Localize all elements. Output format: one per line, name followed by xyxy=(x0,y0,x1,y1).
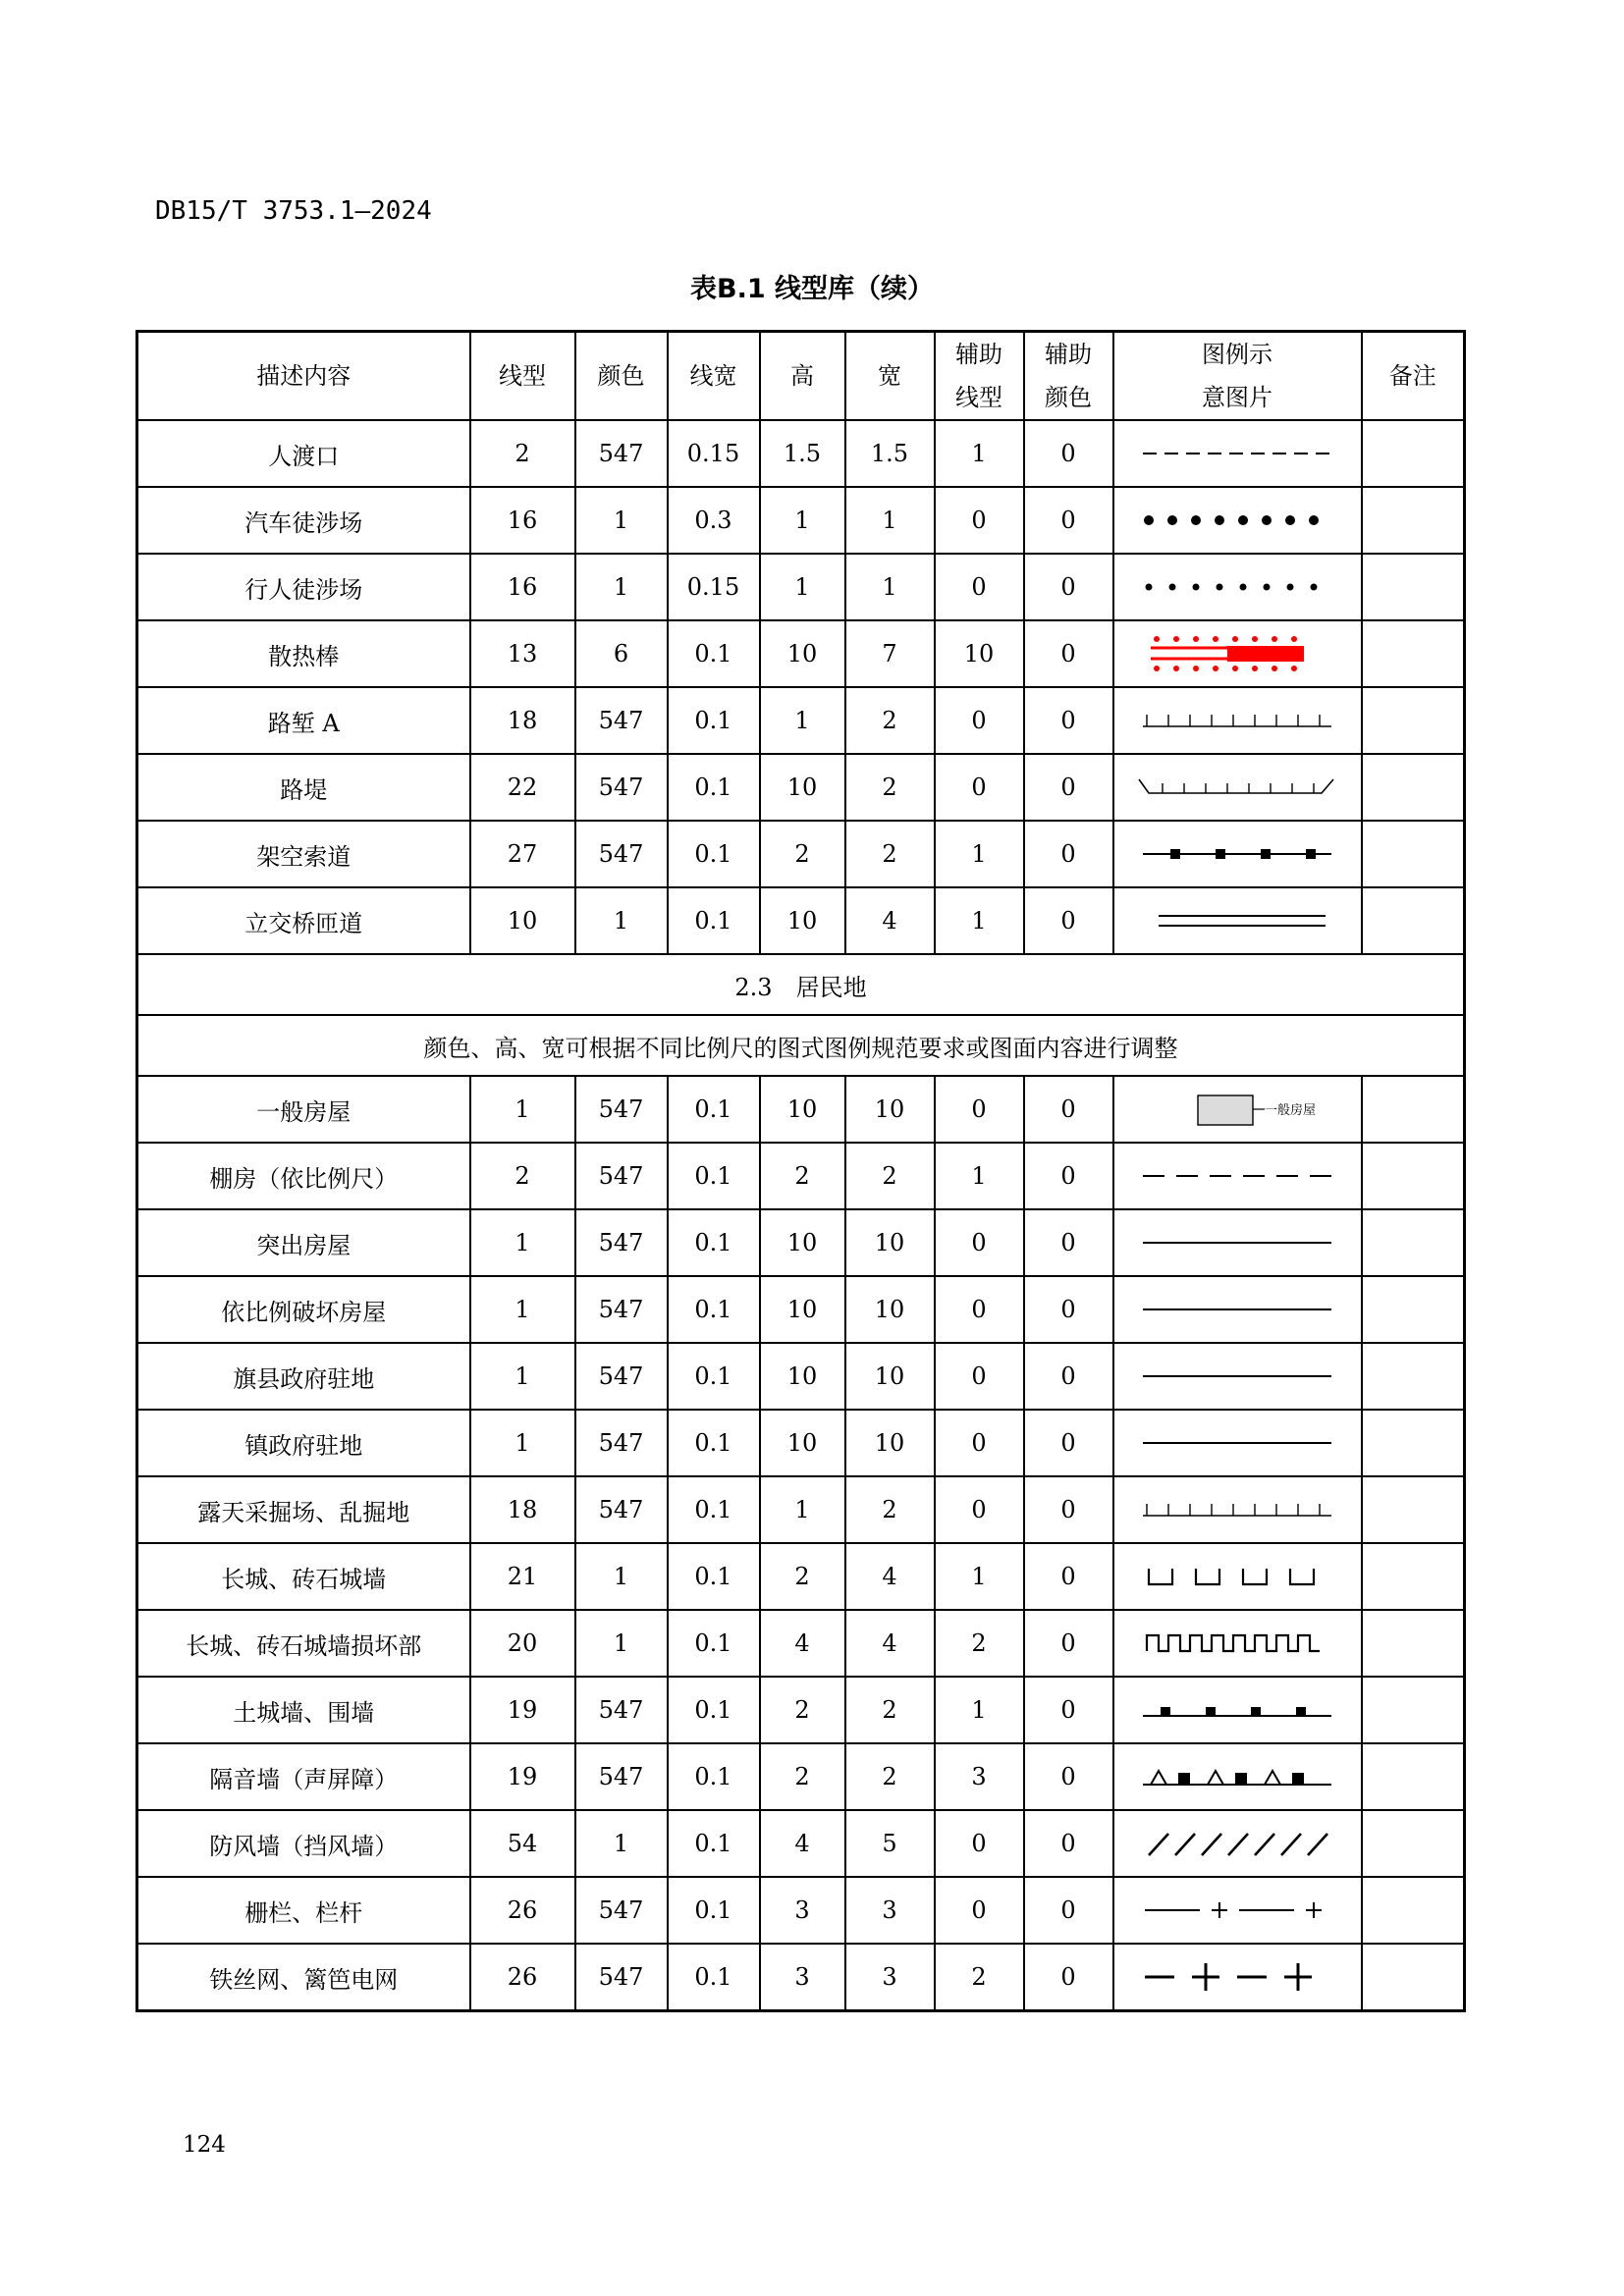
cell-height: 3 xyxy=(760,1877,845,1944)
cell-aux-linetype: 2 xyxy=(935,1610,1024,1677)
cell-width: 0.1 xyxy=(668,1343,760,1410)
table-row xyxy=(137,1810,1465,1877)
cell-height: 10 xyxy=(760,754,845,821)
cell-color: 547 xyxy=(575,1877,668,1944)
cell-width: 0.1 xyxy=(668,1076,760,1143)
cell-color: 547 xyxy=(575,1677,668,1743)
table-row xyxy=(137,420,1465,487)
cell-height: 10 xyxy=(760,620,845,687)
section-title: 2.3 居民地 xyxy=(137,954,1465,1015)
solid-line-icon xyxy=(1129,1355,1345,1398)
cell-legend xyxy=(1113,620,1362,687)
col-header-legend-l2: 意图片 xyxy=(1202,384,1272,411)
cell-width: 0.1 xyxy=(668,1476,760,1543)
solid-line-icon xyxy=(1129,1421,1345,1465)
cell-aux-linetype: 0 xyxy=(935,1410,1024,1476)
cell-aux-linetype: 0 xyxy=(935,754,1024,821)
cell-linetype: 54 xyxy=(470,1810,575,1877)
cell-legend xyxy=(1113,1877,1362,1944)
cell-wide: 3 xyxy=(845,1944,935,2011)
cell-remark xyxy=(1362,1877,1465,1944)
table-row xyxy=(137,487,1465,554)
cell-height: 2 xyxy=(760,1143,845,1209)
cell-remark xyxy=(1362,1810,1465,1877)
cell-width: 0.1 xyxy=(668,1944,760,2011)
table-row xyxy=(137,1610,1465,1677)
cell-aux-linetype: 10 xyxy=(935,620,1024,687)
cell-aux-linetype: 2 xyxy=(935,1944,1024,2011)
fence-line-icon xyxy=(1129,1889,1345,1932)
cell-remark xyxy=(1362,487,1465,554)
cell-width: 0.1 xyxy=(668,1276,760,1343)
col-header-aux-color-l1: 辅助 xyxy=(1045,341,1092,368)
cell-color: 1 xyxy=(575,1543,668,1610)
cell-wide: 10 xyxy=(845,1076,935,1143)
cell-linetype: 22 xyxy=(470,754,575,821)
cell-aux-color: 0 xyxy=(1024,1810,1113,1877)
table-row xyxy=(137,1743,1465,1810)
cell-desc: 长城、砖石城墙 xyxy=(137,1543,470,1610)
page-number: 124 xyxy=(183,2132,226,2158)
wire-fence-line-icon xyxy=(1129,1955,1345,1999)
cell-linetype: 1 xyxy=(470,1410,575,1476)
cell-wide: 2 xyxy=(845,1677,935,1743)
cell-legend xyxy=(1113,1476,1362,1543)
cell-legend xyxy=(1113,1209,1362,1276)
cell-aux-linetype: 0 xyxy=(935,1476,1024,1543)
cell-width: 0.1 xyxy=(668,620,760,687)
heat-rod-icon xyxy=(1129,632,1345,675)
cell-legend xyxy=(1113,1410,1362,1476)
cell-wide: 7 xyxy=(845,620,935,687)
col-header-aux-linetype-l1: 辅助 xyxy=(955,341,1002,368)
col-header-legend xyxy=(1113,332,1362,421)
cell-color: 1 xyxy=(575,487,668,554)
cell-wide: 2 xyxy=(845,1743,935,1810)
cell-aux-linetype: 0 xyxy=(935,1810,1024,1877)
cell-legend xyxy=(1113,1743,1362,1810)
cell-desc: 长城、砖石城墙损坏部 xyxy=(137,1610,470,1677)
cell-height: 2 xyxy=(760,1543,845,1610)
cell-height: 10 xyxy=(760,1276,845,1343)
cell-legend xyxy=(1113,1543,1362,1610)
cell-aux-color: 0 xyxy=(1024,620,1113,687)
table-header-row xyxy=(137,332,1465,421)
cell-aux-color: 0 xyxy=(1024,754,1113,821)
cutting-tick-line-icon xyxy=(1129,1488,1345,1531)
cell-desc: 行人徒涉场 xyxy=(137,554,470,620)
cell-aux-color: 0 xyxy=(1024,554,1113,620)
cell-legend xyxy=(1113,420,1362,487)
cell-color: 547 xyxy=(575,1343,668,1410)
cell-legend xyxy=(1113,687,1362,754)
cell-width: 0.1 xyxy=(668,754,760,821)
cell-remark xyxy=(1362,1610,1465,1677)
cell-width: 0.1 xyxy=(668,1209,760,1276)
cell-width: 0.1 xyxy=(668,1677,760,1743)
table-body-a xyxy=(137,420,1465,954)
cell-color: 547 xyxy=(575,687,668,754)
cell-linetype: 16 xyxy=(470,554,575,620)
cell-height: 10 xyxy=(760,1209,845,1276)
cell-desc: 隔音墙（声屏障） xyxy=(137,1743,470,1810)
table-row xyxy=(137,620,1465,687)
cutting-tick-line-icon xyxy=(1129,699,1345,742)
cell-desc: 路堑 A xyxy=(137,687,470,754)
cell-aux-linetype: 0 xyxy=(935,1276,1024,1343)
cell-aux-color: 0 xyxy=(1024,1877,1113,1944)
slash-line-icon xyxy=(1129,1822,1345,1865)
cell-wide: 10 xyxy=(845,1343,935,1410)
cell-aux-color: 0 xyxy=(1024,1076,1113,1143)
cell-desc: 路堤 xyxy=(137,754,470,821)
cell-width: 0.15 xyxy=(668,420,760,487)
cell-aux-linetype: 0 xyxy=(935,1076,1024,1143)
cell-desc: 汽车徒涉场 xyxy=(137,487,470,554)
cell-wide: 4 xyxy=(845,1543,935,1610)
cell-wide: 4 xyxy=(845,1610,935,1677)
cell-color: 547 xyxy=(575,1944,668,2011)
col-header-aux-linetype xyxy=(935,332,1024,421)
cell-linetype: 26 xyxy=(470,1877,575,1944)
section-note-row xyxy=(137,1015,1465,1076)
cell-height: 1 xyxy=(760,487,845,554)
cell-aux-linetype: 1 xyxy=(935,821,1024,887)
cell-color: 547 xyxy=(575,420,668,487)
cell-aux-linetype: 1 xyxy=(935,1677,1024,1743)
col-header-height: 高 xyxy=(760,332,845,421)
cell-desc: 突出房屋 xyxy=(137,1209,470,1276)
cell-desc: 露天采掘场、乱掘地 xyxy=(137,1476,470,1543)
cell-remark xyxy=(1362,887,1465,954)
cell-aux-linetype: 1 xyxy=(935,1143,1024,1209)
cell-aux-color: 0 xyxy=(1024,1677,1113,1743)
cell-height: 10 xyxy=(760,1076,845,1143)
cell-aux-color: 0 xyxy=(1024,1543,1113,1610)
cell-color: 547 xyxy=(575,821,668,887)
solid-line-icon xyxy=(1129,1288,1345,1331)
cell-aux-color: 0 xyxy=(1024,420,1113,487)
solid-line-icon xyxy=(1129,1221,1345,1264)
cell-width: 0.1 xyxy=(668,1410,760,1476)
cell-remark xyxy=(1362,1276,1465,1343)
cell-desc: 人渡口 xyxy=(137,420,470,487)
cell-linetype: 2 xyxy=(470,1143,575,1209)
cell-width: 0.1 xyxy=(668,1743,760,1810)
cell-height: 4 xyxy=(760,1810,845,1877)
cell-aux-color: 0 xyxy=(1024,1143,1113,1209)
cell-color: 547 xyxy=(575,1410,668,1476)
cell-linetype: 1 xyxy=(470,1276,575,1343)
cell-aux-linetype: 1 xyxy=(935,1543,1024,1610)
cell-linetype: 26 xyxy=(470,1944,575,2011)
cell-height: 2 xyxy=(760,821,845,887)
cell-height: 2 xyxy=(760,1677,845,1743)
cell-legend xyxy=(1113,754,1362,821)
earth-wall-line-icon xyxy=(1129,1688,1345,1732)
embankment-line-icon xyxy=(1129,766,1345,809)
house-box-icon xyxy=(1129,1088,1345,1131)
cell-remark xyxy=(1362,1209,1465,1276)
cell-remark xyxy=(1362,1476,1465,1543)
cell-aux-color: 0 xyxy=(1024,1343,1113,1410)
cell-wide: 10 xyxy=(845,1209,935,1276)
cell-height: 10 xyxy=(760,887,845,954)
table-row xyxy=(137,821,1465,887)
cell-desc: 棚房（依比例尺） xyxy=(137,1143,470,1209)
sound-barrier-line-icon xyxy=(1129,1755,1345,1798)
cell-desc: 铁丝网、篱笆电网 xyxy=(137,1944,470,2011)
cell-color: 1 xyxy=(575,1810,668,1877)
table-row xyxy=(137,554,1465,620)
cell-remark xyxy=(1362,1743,1465,1810)
cell-aux-linetype: 0 xyxy=(935,1877,1024,1944)
cell-linetype: 16 xyxy=(470,487,575,554)
cableway-line-icon xyxy=(1129,832,1345,876)
cell-aux-linetype: 0 xyxy=(935,1343,1024,1410)
col-header-width: 线宽 xyxy=(668,332,760,421)
cell-width: 0.1 xyxy=(668,687,760,754)
cell-remark xyxy=(1362,620,1465,687)
cell-aux-linetype: 0 xyxy=(935,687,1024,754)
cell-wide: 2 xyxy=(845,821,935,887)
cell-linetype: 20 xyxy=(470,1610,575,1677)
document-id: DB15/T 3753.1—2024 xyxy=(155,196,432,226)
cell-width: 0.1 xyxy=(668,887,760,954)
table-row xyxy=(137,1877,1465,1944)
cell-remark xyxy=(1362,821,1465,887)
double-line-icon xyxy=(1129,899,1345,942)
cell-aux-color: 0 xyxy=(1024,687,1113,754)
cell-linetype: 19 xyxy=(470,1677,575,1743)
cell-legend xyxy=(1113,1944,1362,2011)
cell-color: 547 xyxy=(575,1209,668,1276)
table-row xyxy=(137,1076,1465,1143)
cell-color: 547 xyxy=(575,1076,668,1143)
cell-aux-color: 0 xyxy=(1024,1743,1113,1810)
cell-legend xyxy=(1113,487,1362,554)
cell-wide: 3 xyxy=(845,1877,935,1944)
cell-height: 1 xyxy=(760,1476,845,1543)
col-header-aux-linetype-l2: 线型 xyxy=(955,384,1002,411)
table-row xyxy=(137,754,1465,821)
cell-aux-color: 0 xyxy=(1024,1209,1113,1276)
cell-wide: 1 xyxy=(845,554,935,620)
table-row xyxy=(137,1276,1465,1343)
table-title: 表B.1 线型库（续） xyxy=(689,274,935,304)
col-header-aux-color xyxy=(1024,332,1113,421)
great-wall-line-icon xyxy=(1129,1555,1345,1598)
cell-legend xyxy=(1113,1076,1362,1143)
cell-legend xyxy=(1113,1810,1362,1877)
table-row xyxy=(137,1343,1465,1410)
cell-width: 0.1 xyxy=(668,1810,760,1877)
col-header-desc: 描述内容 xyxy=(137,332,470,421)
cell-linetype: 1 xyxy=(470,1209,575,1276)
cell-color: 1 xyxy=(575,887,668,954)
cell-linetype: 1 xyxy=(470,1343,575,1410)
cell-aux-color: 0 xyxy=(1024,1276,1113,1343)
cell-remark xyxy=(1362,1677,1465,1743)
cell-color: 547 xyxy=(575,1743,668,1810)
cell-linetype: 1 xyxy=(470,1076,575,1143)
cell-linetype: 19 xyxy=(470,1743,575,1810)
long-dash-line-icon xyxy=(1129,1154,1345,1198)
cell-desc: 栅栏、栏杆 xyxy=(137,1877,470,1944)
cell-aux-color: 0 xyxy=(1024,1476,1113,1543)
cell-width: 0.1 xyxy=(668,1610,760,1677)
cell-color: 547 xyxy=(575,754,668,821)
cell-color: 1 xyxy=(575,1610,668,1677)
cell-wide: 2 xyxy=(845,1476,935,1543)
cell-legend xyxy=(1113,1610,1362,1677)
cell-width: 0.1 xyxy=(668,1143,760,1209)
cell-width: 0.1 xyxy=(668,821,760,887)
col-header-linetype: 线型 xyxy=(470,332,575,421)
cell-color: 1 xyxy=(575,554,668,620)
cell-remark xyxy=(1362,687,1465,754)
cell-desc: 依比例破坏房屋 xyxy=(137,1276,470,1343)
cell-legend xyxy=(1113,1677,1362,1743)
table-row xyxy=(137,887,1465,954)
cell-remark xyxy=(1362,1543,1465,1610)
svg-text:一般房屋: 一般房屋 xyxy=(1265,1103,1317,1118)
cell-height: 2 xyxy=(760,1743,845,1810)
cell-desc: 旗县政府驻地 xyxy=(137,1343,470,1410)
cell-remark xyxy=(1362,1410,1465,1476)
cell-wide: 10 xyxy=(845,1410,935,1476)
cell-wide: 2 xyxy=(845,687,935,754)
section-body xyxy=(137,954,1465,1076)
table-body-b xyxy=(137,1076,1465,2011)
cell-color: 547 xyxy=(575,1143,668,1209)
cell-aux-color: 0 xyxy=(1024,1410,1113,1476)
table-row xyxy=(137,1476,1465,1543)
cell-desc: 防风墙（挡风墙） xyxy=(137,1810,470,1877)
cell-aux-linetype: 0 xyxy=(935,487,1024,554)
col-header-remark: 备注 xyxy=(1362,332,1465,421)
cell-remark xyxy=(1362,754,1465,821)
table-row xyxy=(137,687,1465,754)
cell-linetype: 10 xyxy=(470,887,575,954)
table-row xyxy=(137,1410,1465,1476)
cell-height: 4 xyxy=(760,1610,845,1677)
cell-desc: 立交桥匝道 xyxy=(137,887,470,954)
cell-aux-linetype: 1 xyxy=(935,887,1024,954)
cell-linetype: 18 xyxy=(470,1476,575,1543)
cell-remark xyxy=(1362,420,1465,487)
cell-desc: 架空索道 xyxy=(137,821,470,887)
col-header-legend-l1: 图例示 xyxy=(1202,341,1272,368)
cell-height: 1 xyxy=(760,554,845,620)
cell-color: 547 xyxy=(575,1276,668,1343)
cell-desc: 一般房屋 xyxy=(137,1076,470,1143)
cell-remark xyxy=(1362,1343,1465,1410)
cell-linetype: 21 xyxy=(470,1543,575,1610)
col-header-aux-color-l2: 颜色 xyxy=(1045,384,1092,411)
section-note: 颜色、高、宽可根据不同比例尺的图式图例规范要求或图面内容进行调整 xyxy=(137,1015,1465,1076)
table-row xyxy=(137,1944,1465,2011)
cell-color: 547 xyxy=(575,1476,668,1543)
cell-desc: 土城墙、围墙 xyxy=(137,1677,470,1743)
cell-height: 10 xyxy=(760,1343,845,1410)
cell-width: 0.1 xyxy=(668,1877,760,1944)
cell-remark xyxy=(1362,1143,1465,1209)
cell-legend xyxy=(1113,887,1362,954)
cell-height: 10 xyxy=(760,1410,845,1476)
cell-legend xyxy=(1113,821,1362,887)
cell-linetype: 2 xyxy=(470,420,575,487)
cell-aux-color: 0 xyxy=(1024,821,1113,887)
cell-wide: 1.5 xyxy=(845,420,935,487)
cell-aux-linetype: 0 xyxy=(935,554,1024,620)
cell-desc: 散热棒 xyxy=(137,620,470,687)
col-header-wide: 宽 xyxy=(845,332,935,421)
cell-width: 0.15 xyxy=(668,554,760,620)
cell-width: 0.3 xyxy=(668,487,760,554)
cell-desc: 镇政府驻地 xyxy=(137,1410,470,1476)
cell-wide: 4 xyxy=(845,887,935,954)
small-dot-line-icon xyxy=(1129,565,1345,609)
short-dash-line-icon xyxy=(1129,432,1345,475)
cell-width: 0.1 xyxy=(668,1543,760,1610)
large-dot-line-icon xyxy=(1129,499,1345,542)
cell-aux-linetype: 0 xyxy=(935,1209,1024,1276)
table-row xyxy=(137,1209,1465,1276)
cell-aux-color: 0 xyxy=(1024,487,1113,554)
line-type-table xyxy=(135,330,1466,2012)
cell-wide: 10 xyxy=(845,1276,935,1343)
cell-aux-color: 0 xyxy=(1024,887,1113,954)
cell-wide: 2 xyxy=(845,754,935,821)
cell-height: 1.5 xyxy=(760,420,845,487)
cell-height: 3 xyxy=(760,1944,845,2011)
cell-legend xyxy=(1113,1276,1362,1343)
cell-wide: 2 xyxy=(845,1143,935,1209)
section-title-row xyxy=(137,954,1465,1015)
cell-linetype: 18 xyxy=(470,687,575,754)
cell-wide: 1 xyxy=(845,487,935,554)
cell-linetype: 27 xyxy=(470,821,575,887)
col-header-color: 颜色 xyxy=(575,332,668,421)
cell-color: 6 xyxy=(575,620,668,687)
cell-remark xyxy=(1362,1944,1465,2011)
cell-remark xyxy=(1362,1076,1465,1143)
cell-aux-color: 0 xyxy=(1024,1944,1113,2011)
cell-legend xyxy=(1113,1343,1362,1410)
cell-aux-linetype: 1 xyxy=(935,420,1024,487)
square-wave-line-icon xyxy=(1129,1622,1345,1665)
table-row xyxy=(137,1543,1465,1610)
cell-legend xyxy=(1113,1143,1362,1209)
cell-legend xyxy=(1113,554,1362,620)
cell-aux-linetype: 3 xyxy=(935,1743,1024,1810)
cell-remark xyxy=(1362,554,1465,620)
cell-wide: 5 xyxy=(845,1810,935,1877)
table-row xyxy=(137,1677,1465,1743)
cell-linetype: 13 xyxy=(470,620,575,687)
table-row xyxy=(137,1143,1465,1209)
cell-height: 1 xyxy=(760,687,845,754)
cell-aux-color: 0 xyxy=(1024,1610,1113,1677)
